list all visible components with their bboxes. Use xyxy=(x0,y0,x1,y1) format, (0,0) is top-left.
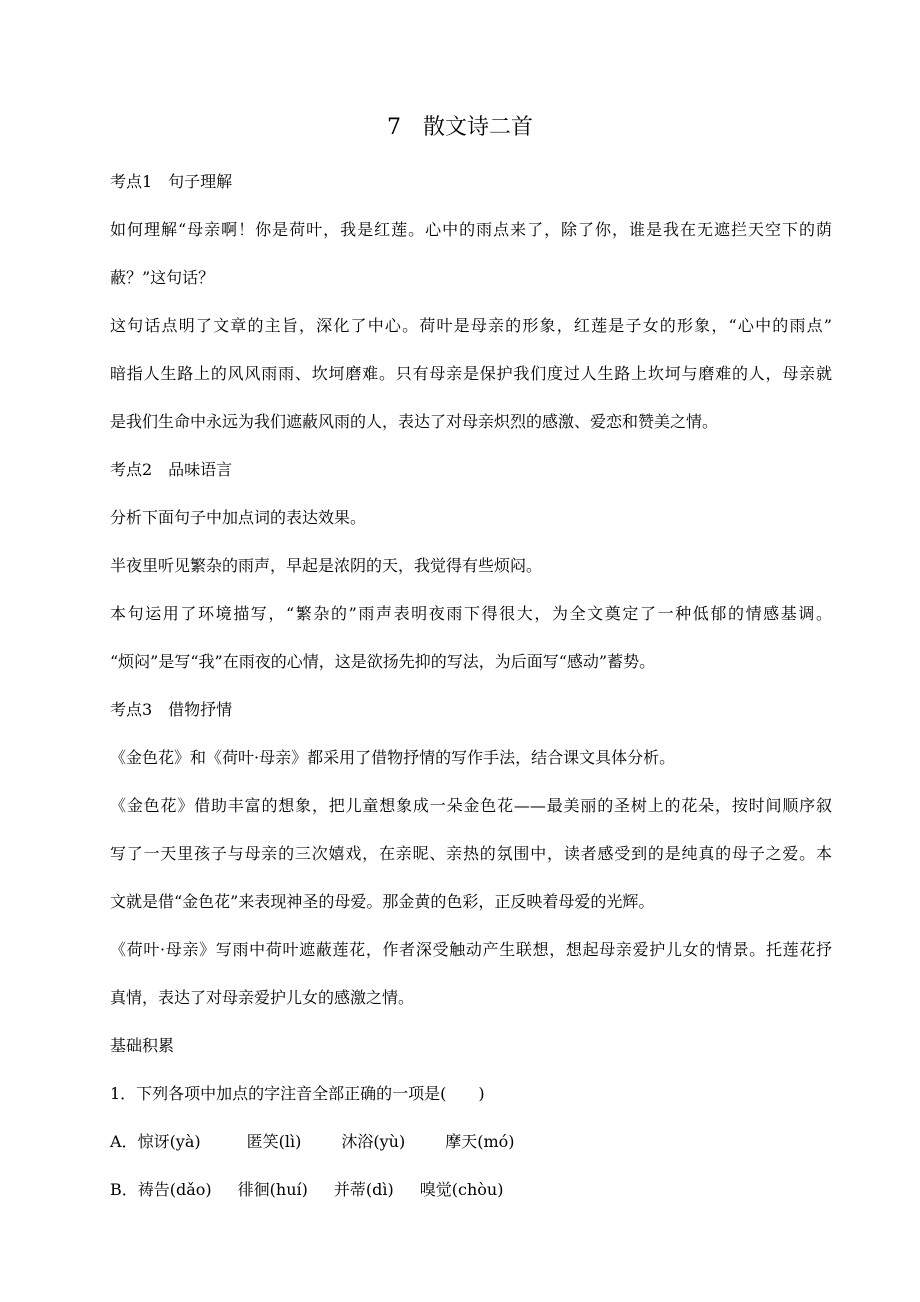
option-word: 摩天(mó) xyxy=(445,1132,515,1151)
text-line: 真情，表达了对母亲爱护儿女的感激之情。 xyxy=(110,988,415,1007)
answer-option-a xyxy=(110,1118,832,1166)
page-title: 7 散文诗二首 xyxy=(386,115,533,140)
text-line: “烦闷”是写“我”在雨夜的心情，这是欲扬先抑的写法，为后面写“感动”蓄势。 xyxy=(110,652,656,671)
text-line: 这句话点明了文章的主旨，深化了中心。荷叶是母亲的形象，红莲是子女的形象，“心中的雨点” xyxy=(110,316,832,335)
option-word: 并蒂(dì) xyxy=(333,1180,394,1199)
option-word: 徘徊(huí) xyxy=(237,1180,308,1199)
text-line: 是我们生命中永远为我们遮蔽风雨的人，表达了对母亲炽烈的感激、爱恋和赞美之情。 xyxy=(110,412,719,431)
text-line: 半夜里听见繁杂的雨声，早起是浓阴的天，我觉得有些烦闷。 xyxy=(110,556,543,575)
text-line: 本句运用了环境描写，“繁杂的”雨声表明夜雨下得很大，为全文奠定了一种低郁的情感基调。 xyxy=(110,604,832,623)
text-line: 暗指人生路上的风风雨雨、坎坷磨难。只有母亲是保护我们度过人生路上坎坷与磨难的人，母亲就 xyxy=(110,364,832,383)
option-label: B． xyxy=(110,1180,138,1199)
text-line: 《荷叶·母亲》写雨中荷叶遮蔽莲花，作者深受触动产生联想，想起母亲爱护儿女的情景。托莲花抒 xyxy=(110,940,832,959)
text-line: 《金色花》借助丰富的想象，把儿童想象成一朵金色花——最美丽的圣树上的花朵，按时间顺序叙 xyxy=(110,796,832,815)
text-line: 如何理解“母亲啊！你是荷叶，我是红莲。心中的雨点来了，除了你，谁是我在无遮拦天空下的荫 xyxy=(110,220,832,239)
text-line: 文就是借“金色花”来表现神圣的母爱。那金黄的色彩，正反映着母爱的光辉。 xyxy=(110,892,655,911)
text-line: 分析下面句子中加点词的表达效果。 xyxy=(110,508,367,527)
document-body xyxy=(110,158,832,1214)
text-line: 考点3 借物抒情 xyxy=(110,700,233,719)
text-line: 写了一天里孩子与母亲的三次嬉戏，在亲昵、亲热的氛围中，读者感受到的是纯真的母子之爱。本 xyxy=(110,844,832,863)
option-word: 嗅觉(chòu) xyxy=(419,1180,504,1199)
text-line: 1．下列各项中加点的字注音全部正确的一项是( ) xyxy=(110,1084,485,1103)
text-line: 考点1 句子理解 xyxy=(110,172,233,191)
text-line: 基础积累 xyxy=(110,1036,175,1055)
option-word: 惊讶(yà) xyxy=(137,1132,201,1151)
option-word: 匿笑(lì) xyxy=(246,1132,302,1151)
answer-option-b xyxy=(110,1166,832,1214)
text-line: 考点2 品味语言 xyxy=(110,460,233,479)
option-word: 祷告(dǎo) xyxy=(137,1180,212,1199)
option-word: 沐浴(yù) xyxy=(341,1132,406,1151)
option-label: A． xyxy=(110,1132,138,1151)
text-line: 《金色花》和《荷叶·母亲》都采用了借物抒情的写作手法，结合课文具体分析。 xyxy=(110,748,676,767)
text-line: 蔽？”这句话？ xyxy=(110,268,215,287)
